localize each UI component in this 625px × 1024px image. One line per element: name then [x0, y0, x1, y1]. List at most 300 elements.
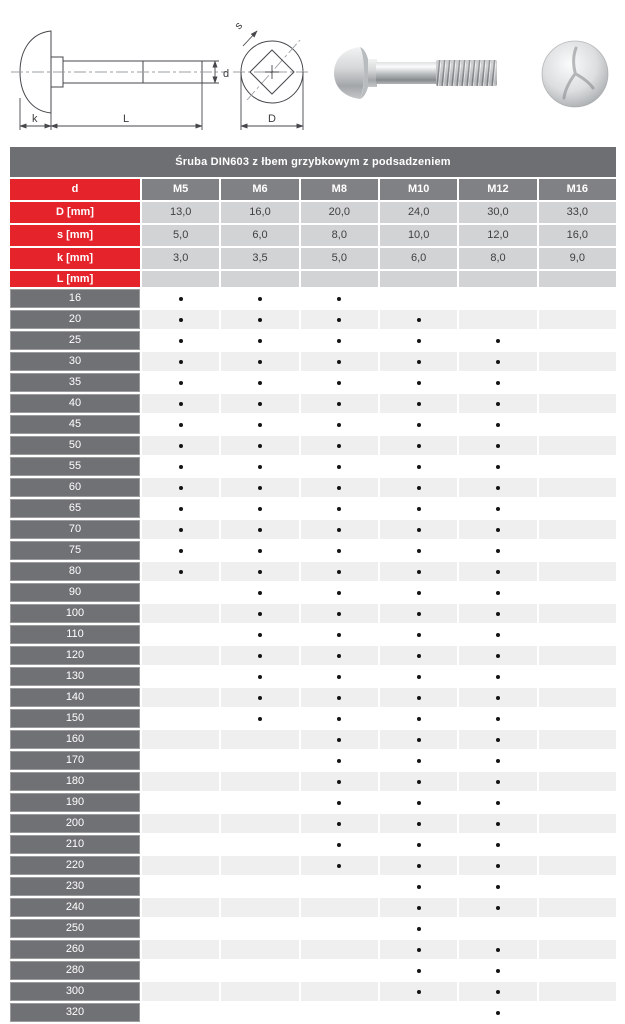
availability-cell	[380, 352, 457, 371]
availability-dot	[417, 507, 421, 511]
availability-cell	[380, 331, 457, 350]
dimension-row	[10, 225, 616, 246]
availability-cell	[380, 730, 457, 749]
dimension-value: 16,0	[539, 225, 616, 246]
length-row-label: 100	[10, 604, 140, 623]
availability-dot	[417, 444, 421, 448]
availability-dot	[496, 444, 500, 448]
availability-cell	[221, 310, 298, 329]
availability-cell	[380, 394, 457, 413]
availability-cell	[142, 457, 219, 476]
availability-dot	[417, 759, 421, 763]
availability-dot	[337, 528, 341, 532]
availability-cell	[301, 394, 378, 413]
availability-cell	[539, 646, 616, 665]
availability-cell	[301, 520, 378, 539]
dimension-value: 30,0	[459, 202, 536, 223]
length-section-empty-cell	[380, 271, 457, 287]
length-row	[10, 646, 616, 665]
availability-cell	[539, 709, 616, 728]
availability-dot	[496, 738, 500, 742]
availability-cell	[221, 457, 298, 476]
availability-cell	[459, 562, 536, 581]
availability-cell	[301, 625, 378, 644]
availability-dot	[496, 465, 500, 469]
availability-cell	[301, 331, 378, 350]
length-row	[10, 499, 616, 518]
availability-cell	[539, 688, 616, 707]
availability-dot	[496, 486, 500, 490]
length-row	[10, 541, 616, 560]
availability-cell	[301, 835, 378, 854]
length-row-label: 110	[10, 625, 140, 644]
availability-cell	[539, 751, 616, 770]
length-row-label: 16	[10, 289, 140, 308]
dimension-value: 24,0	[380, 202, 457, 223]
availability-cell	[301, 982, 378, 1001]
availability-cell	[221, 877, 298, 896]
availability-dot	[417, 339, 421, 343]
availability-cell	[142, 898, 219, 917]
availability-cell	[459, 646, 536, 665]
availability-dot	[417, 318, 421, 322]
spec-table	[8, 145, 618, 1024]
length-row	[10, 583, 616, 602]
availability-dot	[258, 570, 262, 574]
availability-dot	[496, 885, 500, 889]
availability-cell	[459, 877, 536, 896]
length-row	[10, 310, 616, 329]
availability-cell	[380, 751, 457, 770]
length-row	[10, 856, 616, 875]
availability-cell	[301, 961, 378, 980]
availability-cell	[380, 457, 457, 476]
availability-cell	[142, 583, 219, 602]
availability-cell	[539, 289, 616, 308]
length-section-empty-cell	[221, 271, 298, 287]
length-row-label: 90	[10, 583, 140, 602]
length-row	[10, 457, 616, 476]
availability-cell	[380, 604, 457, 623]
availability-cell	[459, 541, 536, 560]
availability-dot	[417, 381, 421, 385]
availability-dot	[417, 633, 421, 637]
availability-dot	[417, 465, 421, 469]
availability-cell	[539, 919, 616, 938]
length-row	[10, 919, 616, 938]
length-row	[10, 898, 616, 917]
availability-cell	[142, 772, 219, 791]
availability-dot	[417, 801, 421, 805]
availability-dot	[337, 486, 341, 490]
availability-cell	[301, 415, 378, 434]
availability-dot	[496, 570, 500, 574]
dimension-value: 8,0	[459, 248, 536, 269]
availability-cell	[301, 436, 378, 455]
length-row-label: 130	[10, 667, 140, 686]
availability-dot	[496, 528, 500, 532]
length-section-empty-cell	[142, 271, 219, 287]
availability-cell	[221, 478, 298, 497]
availability-dot	[417, 654, 421, 658]
availability-cell	[539, 394, 616, 413]
availability-cell	[380, 856, 457, 875]
availability-cell	[221, 415, 298, 434]
availability-dot	[417, 948, 421, 952]
availability-cell	[221, 373, 298, 392]
availability-cell	[301, 751, 378, 770]
length-row-label: 55	[10, 457, 140, 476]
availability-cell	[301, 688, 378, 707]
availability-cell	[142, 814, 219, 833]
length-row	[10, 331, 616, 350]
dimension-value: 10,0	[380, 225, 457, 246]
length-row	[10, 730, 616, 749]
dimension-value: 5,0	[301, 248, 378, 269]
availability-cell	[142, 436, 219, 455]
availability-cell	[459, 730, 536, 749]
availability-cell	[301, 1003, 378, 1022]
availability-dot	[258, 675, 262, 679]
availability-cell	[301, 457, 378, 476]
availability-cell	[459, 667, 536, 686]
availability-cell	[142, 940, 219, 959]
bolt-head-photo	[535, 38, 615, 110]
availability-dot	[417, 885, 421, 889]
length-row	[10, 478, 616, 497]
availability-dot	[179, 465, 183, 469]
availability-cell	[221, 352, 298, 371]
availability-cell	[380, 961, 457, 980]
availability-dot	[258, 465, 262, 469]
dimension-row-label: D [mm]	[10, 202, 140, 223]
availability-cell	[380, 877, 457, 896]
length-row	[10, 562, 616, 581]
availability-cell	[221, 772, 298, 791]
availability-dot	[337, 801, 341, 805]
availability-cell	[301, 289, 378, 308]
availability-cell	[539, 940, 616, 959]
dim-label-k: k	[32, 113, 38, 125]
availability-cell	[539, 562, 616, 581]
availability-cell	[380, 835, 457, 854]
availability-cell	[301, 877, 378, 896]
availability-dot	[417, 360, 421, 364]
availability-cell	[221, 1003, 298, 1022]
availability-cell	[142, 730, 219, 749]
length-row-label: 250	[10, 919, 140, 938]
availability-cell	[380, 898, 457, 917]
availability-cell	[380, 940, 457, 959]
length-row-label: 280	[10, 961, 140, 980]
length-row	[10, 520, 616, 539]
availability-dot	[496, 591, 500, 595]
length-row-label: 25	[10, 331, 140, 350]
availability-cell	[142, 499, 219, 518]
length-row-label: 50	[10, 436, 140, 455]
availability-dot	[417, 906, 421, 910]
length-row	[10, 940, 616, 959]
availability-cell	[221, 709, 298, 728]
availability-dot	[179, 297, 183, 301]
availability-cell	[539, 520, 616, 539]
availability-dot	[337, 339, 341, 343]
availability-cell	[380, 499, 457, 518]
availability-cell	[459, 331, 536, 350]
length-row-label: 240	[10, 898, 140, 917]
length-row-label: 210	[10, 835, 140, 854]
availability-cell	[301, 940, 378, 959]
availability-dot	[258, 654, 262, 658]
availability-dot	[417, 864, 421, 868]
availability-dot	[258, 612, 262, 616]
availability-dot	[496, 507, 500, 511]
availability-cell	[221, 541, 298, 560]
dimension-row-label: s [mm]	[10, 225, 140, 246]
availability-cell	[539, 373, 616, 392]
availability-cell	[221, 289, 298, 308]
availability-cell	[539, 625, 616, 644]
length-row-label: 150	[10, 709, 140, 728]
availability-dot	[258, 360, 262, 364]
availability-dot	[417, 927, 421, 931]
availability-dot	[496, 339, 500, 343]
availability-dot	[496, 549, 500, 553]
availability-dot	[258, 297, 262, 301]
availability-dot	[417, 738, 421, 742]
availability-dot	[496, 864, 500, 868]
length-row-label: 35	[10, 373, 140, 392]
availability-cell	[539, 961, 616, 980]
availability-dot	[496, 696, 500, 700]
availability-dot	[417, 780, 421, 784]
availability-cell	[301, 709, 378, 728]
availability-cell	[221, 856, 298, 875]
availability-dot	[496, 381, 500, 385]
availability-dot	[337, 402, 341, 406]
availability-dot	[496, 990, 500, 994]
availability-dot	[258, 507, 262, 511]
availability-cell	[539, 730, 616, 749]
availability-cell	[459, 898, 536, 917]
availability-cell	[380, 310, 457, 329]
availability-cell	[221, 520, 298, 539]
availability-cell	[142, 604, 219, 623]
availability-cell	[380, 709, 457, 728]
length-row	[10, 625, 616, 644]
length-section-label: L [mm]	[10, 271, 140, 287]
availability-cell	[459, 625, 536, 644]
availability-cell	[380, 625, 457, 644]
availability-cell	[380, 415, 457, 434]
availability-cell	[380, 562, 457, 581]
availability-dot	[496, 612, 500, 616]
length-row	[10, 814, 616, 833]
availability-cell	[380, 289, 457, 308]
availability-dot	[179, 570, 183, 574]
availability-dot	[496, 822, 500, 826]
availability-cell	[459, 373, 536, 392]
availability-dot	[417, 990, 421, 994]
availability-cell	[221, 394, 298, 413]
availability-cell	[459, 982, 536, 1001]
availability-cell	[221, 646, 298, 665]
availability-dot	[179, 360, 183, 364]
availability-cell	[301, 919, 378, 938]
availability-cell	[221, 919, 298, 938]
availability-cell	[221, 961, 298, 980]
availability-cell	[142, 478, 219, 497]
availability-cell	[221, 667, 298, 686]
availability-cell	[380, 520, 457, 539]
availability-dot	[258, 486, 262, 490]
availability-dot	[337, 633, 341, 637]
availability-cell	[459, 1003, 536, 1022]
length-row-label: 80	[10, 562, 140, 581]
length-row	[10, 709, 616, 728]
availability-cell	[142, 289, 219, 308]
availability-dot	[258, 381, 262, 385]
availability-dot	[179, 528, 183, 532]
availability-cell	[539, 982, 616, 1001]
availability-dot	[496, 360, 500, 364]
availability-dot	[496, 906, 500, 910]
availability-cell	[539, 856, 616, 875]
availability-cell	[142, 667, 219, 686]
length-row-label: 140	[10, 688, 140, 707]
dim-label-d: d	[223, 68, 230, 80]
availability-dot	[496, 780, 500, 784]
length-row-label: 230	[10, 877, 140, 896]
length-row-label: 190	[10, 793, 140, 812]
availability-cell	[380, 478, 457, 497]
table-title-row	[10, 147, 616, 177]
availability-dot	[417, 675, 421, 679]
length-row	[10, 961, 616, 980]
availability-cell	[221, 940, 298, 959]
availability-cell	[301, 562, 378, 581]
dimension-value: 6,0	[380, 248, 457, 269]
availability-dot	[417, 591, 421, 595]
availability-cell	[539, 835, 616, 854]
availability-cell	[539, 877, 616, 896]
availability-cell	[380, 583, 457, 602]
availability-dot	[179, 549, 183, 553]
availability-cell	[221, 751, 298, 770]
availability-cell	[301, 352, 378, 371]
length-row	[10, 436, 616, 455]
availability-cell	[142, 793, 219, 812]
availability-cell	[142, 310, 219, 329]
availability-cell	[221, 625, 298, 644]
availability-cell	[142, 709, 219, 728]
availability-cell	[301, 499, 378, 518]
availability-dot	[417, 549, 421, 553]
length-row-label: 70	[10, 520, 140, 539]
availability-dot	[417, 822, 421, 826]
availability-cell	[459, 793, 536, 812]
availability-cell	[301, 478, 378, 497]
size-header-m10: M10	[380, 179, 457, 200]
availability-cell	[221, 730, 298, 749]
availability-dot	[258, 591, 262, 595]
availability-dot	[337, 822, 341, 826]
availability-cell	[459, 436, 536, 455]
spec-table-body	[10, 147, 616, 1022]
availability-dot	[337, 717, 341, 721]
availability-dot	[337, 675, 341, 679]
availability-cell	[142, 982, 219, 1001]
availability-dot	[496, 759, 500, 763]
availability-cell	[142, 331, 219, 350]
length-row	[10, 667, 616, 686]
availability-dot	[337, 654, 341, 658]
availability-cell	[142, 835, 219, 854]
availability-cell	[221, 331, 298, 350]
availability-cell	[142, 751, 219, 770]
availability-dot	[337, 360, 341, 364]
availability-cell	[539, 667, 616, 686]
availability-cell	[301, 772, 378, 791]
availability-dot	[179, 486, 183, 490]
availability-cell	[380, 373, 457, 392]
availability-dot	[337, 318, 341, 322]
availability-dot	[337, 843, 341, 847]
availability-cell	[459, 415, 536, 434]
availability-dot	[496, 633, 500, 637]
availability-dot	[179, 339, 183, 343]
availability-dot	[258, 402, 262, 406]
availability-cell	[301, 667, 378, 686]
availability-cell	[301, 793, 378, 812]
availability-cell	[301, 583, 378, 602]
availability-dot	[258, 633, 262, 637]
availability-dot	[417, 570, 421, 574]
availability-dot	[258, 528, 262, 532]
availability-dot	[417, 528, 421, 532]
availability-cell	[459, 961, 536, 980]
dimension-row	[10, 248, 616, 269]
dimension-value: 3,5	[221, 248, 298, 269]
availability-cell	[221, 793, 298, 812]
length-row-label: 120	[10, 646, 140, 665]
availability-cell	[459, 352, 536, 371]
length-row-label: 160	[10, 730, 140, 749]
availability-dot	[337, 570, 341, 574]
availability-dot	[337, 696, 341, 700]
availability-cell	[539, 604, 616, 623]
availability-cell	[459, 499, 536, 518]
availability-dot	[337, 780, 341, 784]
availability-cell	[142, 562, 219, 581]
availability-dot	[337, 591, 341, 595]
availability-cell	[539, 772, 616, 791]
availability-cell	[142, 919, 219, 938]
availability-dot	[179, 402, 183, 406]
length-section-empty-cell	[301, 271, 378, 287]
availability-dot	[417, 486, 421, 490]
availability-cell	[539, 814, 616, 833]
availability-cell	[539, 415, 616, 434]
availability-cell	[459, 919, 536, 938]
availability-dot	[258, 717, 262, 721]
size-header-m16: M16	[539, 179, 616, 200]
length-row-label: 30	[10, 352, 140, 371]
length-row	[10, 352, 616, 371]
length-row	[10, 877, 616, 896]
header-graphics	[0, 0, 625, 145]
dim-label-L: L	[123, 113, 130, 125]
